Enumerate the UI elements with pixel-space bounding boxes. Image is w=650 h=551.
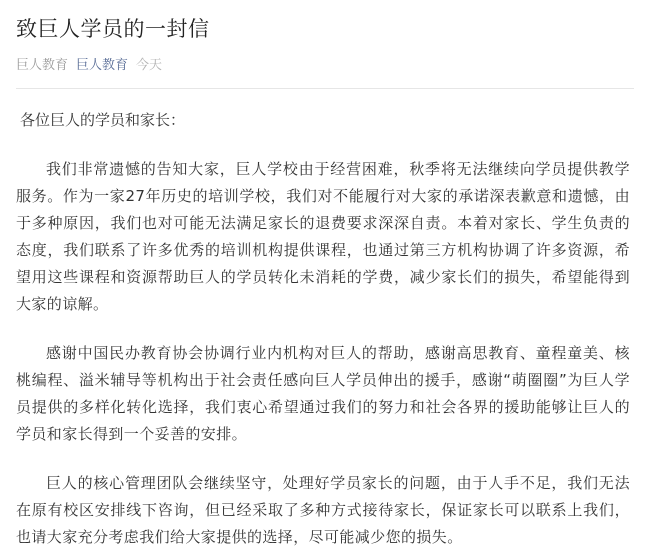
paragraph-3: 巨人的核心管理团队会继续坚守，处理好学员家长的问题，由于人手不足，我们无法在原有校区安排线下咨询，但已经采取了多种方式接待家长，保证家长可以联系上我们，也请大家充分考虑我们给大家提供的选择，尽可能减少您的损失。 [16, 474, 630, 546]
article-title: 致巨人学员的一封信 [16, 17, 210, 41]
article-meta [16, 56, 634, 76]
header-divider [16, 88, 634, 89]
publish-date: 今天 [136, 58, 163, 73]
author-name: 巨人教育 [16, 58, 69, 73]
greeting-text: 各位巨人的学员和家长： [20, 111, 186, 129]
account-link[interactable]: 巨人教育 [76, 58, 129, 73]
paragraph-2: 感谢中国民办教育协会协调行业内机构对巨人的帮助，感谢高思教育、童程童美、核桃编程、溢米辅导等机构出于社会责任感向巨人学员伸出的援手，感谢“萌圈圈”为巨人学员提供的多样化转化选择，我们衷心希望通过我们的努力和社会各界的援助能够让巨人的学员和家长得到一个妥善的安排。 [16, 344, 630, 443]
article-body [16, 107, 634, 551]
paragraph-1: 我们非常遗憾的告知大家，巨人学校由于经营困难，秋季将无法继续向学员提供教学服务。作为一家27年历史的培训学校，我们对不能履行对大家的承诺深表歉意和遗憾，由于多种原因，我们也对可能无法满足家长的退费要求深深自责。本着对家长、学生负责的态度，我们联系了许多优秀的培训机构提供课程，也通过第三方机构协调了许多资源，希望用这些课程和资源帮助巨人的学员转化未消耗的学费，减少家长们的损失，希望能得到大家的谅解。 [16, 160, 630, 313]
